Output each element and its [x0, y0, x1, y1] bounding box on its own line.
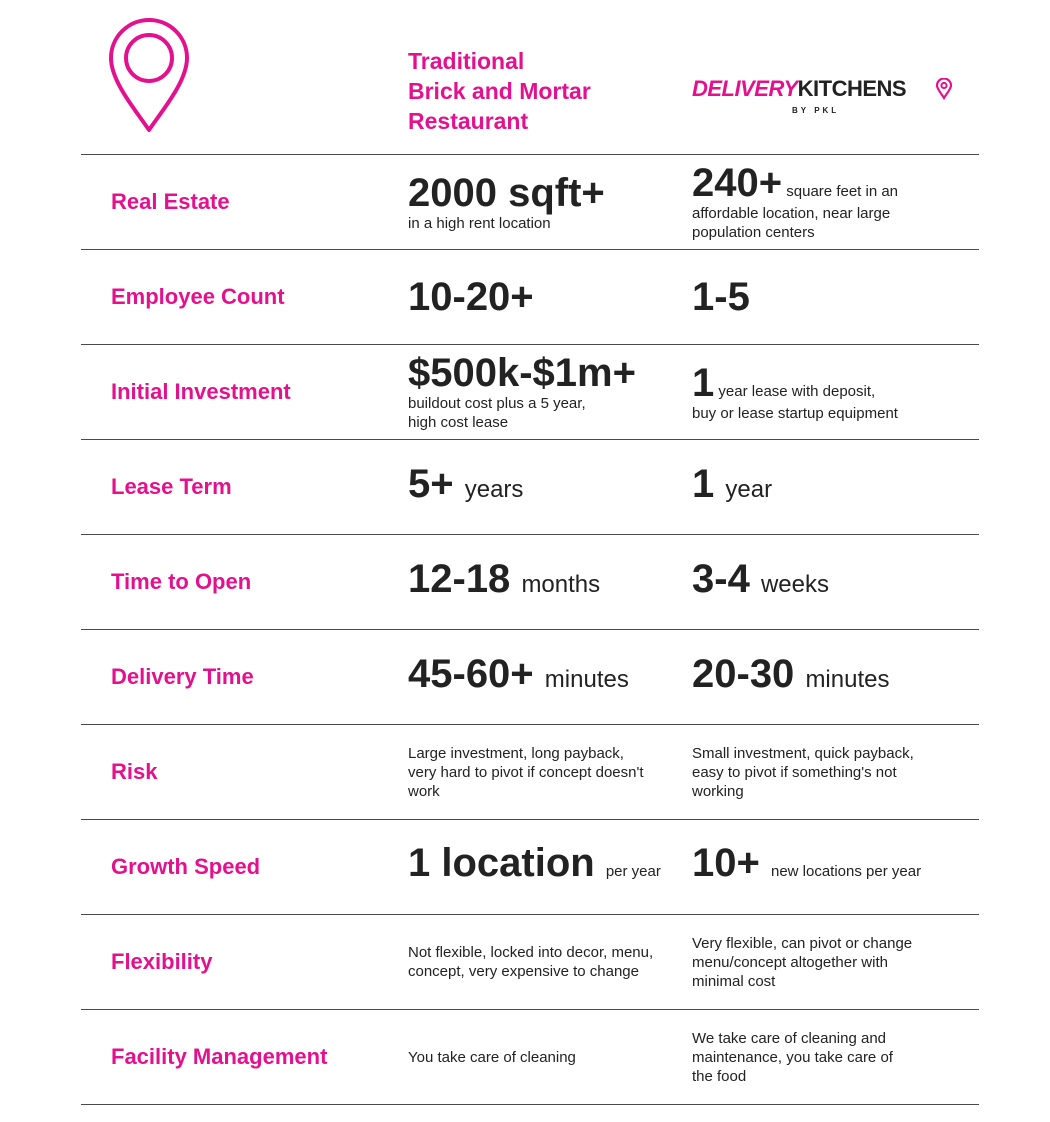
big-value: $500k-$1m+	[408, 351, 636, 395]
row-label: Flexibility	[111, 949, 213, 974]
big-value: 45-60+	[408, 652, 534, 696]
table-row	[81, 154, 979, 249]
traditional-column-title	[408, 46, 668, 136]
table-header	[0, 0, 1050, 155]
unit: year	[725, 476, 773, 503]
big-value: 10-20+	[408, 275, 534, 319]
big-value: 1-5	[692, 275, 750, 319]
logo-part-a: DELIVERY	[692, 76, 798, 101]
table-row	[81, 534, 979, 629]
delivery-kitchens-cell	[692, 725, 962, 819]
description: Small investment, quick payback, easy to pivot if something's not working	[692, 744, 914, 800]
row-label: Delivery Time	[111, 664, 254, 689]
table-row	[81, 344, 979, 439]
delivery-kitchens-cell	[692, 915, 962, 1009]
note: buildout cost plus a 5 year, high cost lease	[408, 395, 586, 431]
big-value: 1	[692, 360, 715, 405]
description: Not flexible, locked into decor, menu, concept, very expensive to change	[408, 944, 654, 980]
unit: new locations per year	[770, 862, 922, 880]
table-row	[81, 724, 979, 819]
traditional-cell	[408, 345, 678, 439]
row-label: Risk	[111, 759, 158, 784]
logo-subtitle: BY PKL	[792, 106, 840, 115]
big-value: 10+	[692, 840, 760, 885]
description: Large investment, long payback, very hard to pivot if concept doesn't work	[408, 744, 644, 800]
delivery-kitchens-cell	[692, 820, 962, 914]
big-value: 20-30	[692, 652, 795, 696]
big-value: 5+	[408, 462, 454, 506]
logo-pin-icon	[936, 78, 952, 100]
table-row	[81, 629, 979, 724]
delivery-kitchens-cell	[692, 250, 962, 344]
delivery-kitchens-cell	[692, 155, 962, 249]
description: We take care of cleaning and maintenance, you take care of the food	[692, 1029, 893, 1085]
comparison-table	[81, 154, 979, 1105]
title-line: Traditional	[408, 48, 525, 74]
note: buy or lease startup equipment	[692, 404, 898, 422]
unit: weeks	[760, 571, 829, 598]
location-pin-icon	[107, 16, 191, 134]
inline-note: square feet in an	[786, 183, 899, 200]
traditional-cell	[408, 725, 678, 819]
row-label: Facility Management	[111, 1044, 328, 1069]
unit: minutes	[805, 666, 890, 693]
big-value: 1	[692, 462, 715, 506]
delivery-kitchens-cell	[692, 1010, 962, 1104]
note: in a high rent location	[408, 214, 551, 232]
traditional-cell	[408, 440, 678, 534]
unit: years	[464, 476, 524, 503]
unit: months	[521, 571, 601, 598]
table-row	[81, 914, 979, 1009]
big-value: 240+	[692, 161, 783, 205]
table-row	[81, 439, 979, 534]
delivery-kitchens-cell	[692, 630, 962, 724]
delivery-kitchens-logo	[692, 76, 972, 120]
unit: minutes	[544, 666, 629, 693]
big-value: 1 location	[408, 840, 595, 885]
row-label: Growth Speed	[111, 854, 261, 879]
traditional-cell	[408, 630, 678, 724]
note: affordable location, near large population centers	[692, 205, 891, 241]
row-label: Employee Count	[111, 284, 285, 309]
big-value: 2000 sqft+	[408, 170, 605, 215]
inline-note: year lease with deposit,	[718, 382, 876, 400]
logo-part-b: KITCHENS	[797, 76, 907, 101]
traditional-cell	[408, 915, 678, 1009]
table-row	[81, 249, 979, 344]
row-label: Lease Term	[111, 474, 232, 499]
table-row	[81, 819, 979, 914]
delivery-kitchens-cell	[692, 440, 962, 534]
title-line: Brick and Mortar	[408, 78, 591, 104]
traditional-cell	[408, 535, 678, 629]
traditional-cell	[408, 1010, 678, 1104]
description: You take care of cleaning	[408, 1048, 576, 1066]
row-label: Initial Investment	[111, 379, 291, 404]
big-value: 3-4	[692, 557, 750, 601]
traditional-cell	[408, 155, 678, 249]
table-row	[81, 1009, 979, 1105]
delivery-kitchens-cell	[692, 345, 962, 439]
traditional-cell	[408, 250, 678, 344]
traditional-cell	[408, 820, 678, 914]
row-label: Real Estate	[111, 189, 230, 214]
big-value: 12-18	[408, 557, 511, 601]
unit: per year	[605, 862, 661, 880]
title-line: Restaurant	[408, 108, 529, 134]
delivery-kitchens-cell	[692, 535, 962, 629]
row-label: Time to Open	[111, 569, 252, 594]
description: Very flexible, can pivot or change menu/concept altogether with minimal cost	[692, 934, 913, 990]
